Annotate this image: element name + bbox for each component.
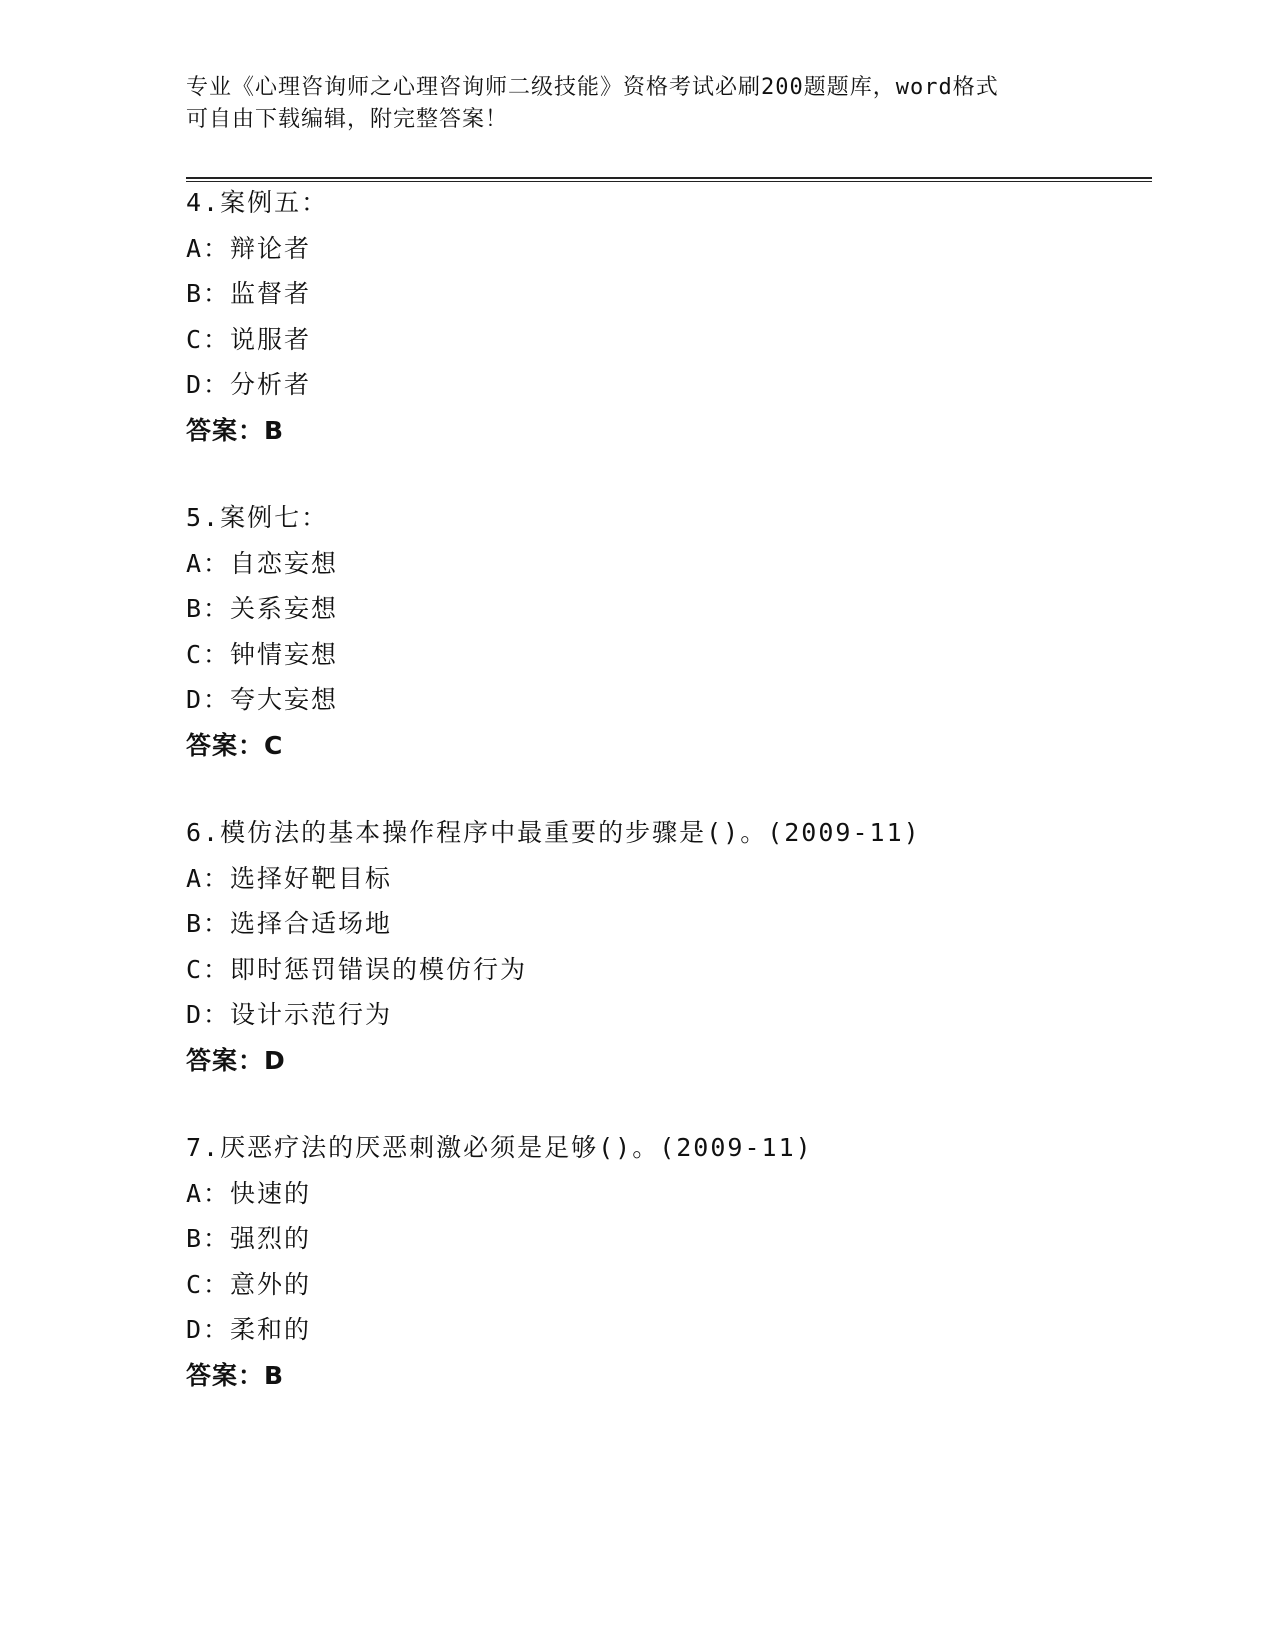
option-a: A：自恋妄想 xyxy=(186,548,339,578)
option-b: B：选择合适场地 xyxy=(186,909,393,938)
question-4 xyxy=(186,180,1146,453)
question-stem: 4.案例五： xyxy=(186,188,329,217)
question-7 xyxy=(186,1125,1146,1398)
question-stem: 6.模仿法的基本操作程序中最重要的步骤是()。(2009-11) xyxy=(186,818,921,847)
header-divider-thick xyxy=(186,177,1152,179)
question-6 xyxy=(186,810,1146,1083)
option-d: D：设计示范行为 xyxy=(186,1000,393,1029)
option-b: B：监督者 xyxy=(186,279,312,308)
question-stem: 7.厌恶疗法的厌恶刺激必须是足够()。(2009-11) xyxy=(186,1133,813,1162)
option-c: C：说服者 xyxy=(186,324,312,354)
question-5 xyxy=(186,495,1146,768)
option-c: C：钟情妄想 xyxy=(186,639,339,669)
option-b: B：关系妄想 xyxy=(186,594,339,623)
header-line-1: 专业《心理咨询师之心理咨询师二级技能》资格考试必刷200题题库，word格式 xyxy=(186,75,999,100)
option-a: A：辩论者 xyxy=(186,233,312,263)
option-d: D：柔和的 xyxy=(186,1315,312,1344)
option-d: D：夸大妄想 xyxy=(186,685,339,714)
document-header xyxy=(186,72,1076,136)
answer-label: 答案：D xyxy=(186,1045,286,1075)
answer-label: 答案：C xyxy=(186,730,284,760)
question-stem: 5.案例七： xyxy=(186,503,329,532)
option-b: B：强烈的 xyxy=(186,1224,312,1253)
option-d: D：分析者 xyxy=(186,370,312,399)
option-c: C：即时惩罚错误的模仿行为 xyxy=(186,954,528,984)
header-line-2: 可自由下载编辑，附完整答案！ xyxy=(186,107,509,132)
option-a: A：快速的 xyxy=(186,1178,312,1208)
option-c: C：意外的 xyxy=(186,1269,312,1299)
option-a: A：选择好靶目标 xyxy=(186,863,393,893)
answer-label: 答案：B xyxy=(186,1360,285,1390)
answer-label: 答案：B xyxy=(186,415,285,445)
